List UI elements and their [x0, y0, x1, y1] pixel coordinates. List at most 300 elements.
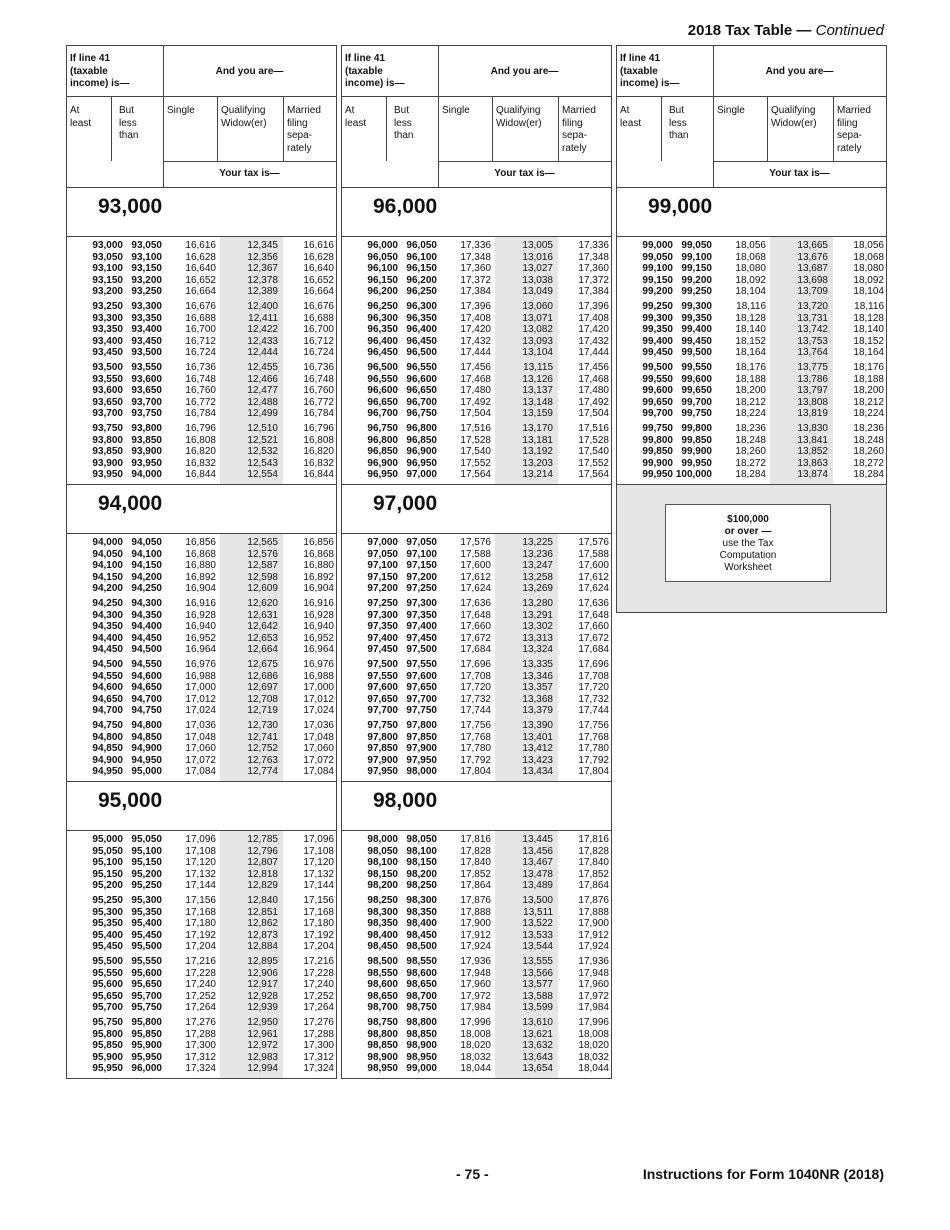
- qualifying-widow-tax-value: 13,159: [522, 408, 553, 419]
- at-least-value: 96,900: [367, 457, 398, 469]
- single-tax-value: 17,912: [460, 929, 491, 941]
- but-less-than-value: 99,650: [681, 385, 712, 396]
- but-less-than-value: 94,000: [131, 469, 162, 480]
- married-separately-tax-value: 17,780: [578, 743, 609, 754]
- table-row: [67, 610, 336, 622]
- thousand-heading: [617, 188, 886, 237]
- table-row: [67, 408, 336, 420]
- single-tax-value: 17,720: [460, 682, 491, 693]
- at-least-value: 93,550: [92, 373, 123, 385]
- qualifying-widow-tax-value: 12,576: [247, 548, 278, 560]
- married-separately-tax-value: 16,808: [303, 434, 334, 446]
- single-tax-value: 17,324: [185, 1063, 216, 1074]
- married-separately-tax-value: 17,468: [578, 373, 609, 385]
- married-separately-tax-value: 16,652: [303, 274, 334, 286]
- table-row: [342, 240, 611, 252]
- table-row: [67, 755, 336, 767]
- qualifying-widow-tax-value: 12,895: [247, 956, 278, 967]
- married-separately-tax-value: 16,784: [303, 408, 334, 419]
- tax-table-column-3: [616, 45, 887, 613]
- but-less-than-value: 99,400: [681, 324, 712, 335]
- at-least-value: 99,450: [642, 347, 673, 358]
- but-less-than-value: 99,750: [681, 408, 712, 419]
- qualifying-widow-tax-value: 12,543: [247, 457, 278, 469]
- married-separately-tax-value: 17,936: [578, 956, 609, 967]
- qualifying-widow-tax-value: 13,335: [522, 659, 553, 670]
- table-row: [67, 313, 336, 325]
- table-row: [67, 979, 336, 991]
- table-row: [342, 659, 611, 671]
- at-least-value: 99,500: [642, 362, 673, 373]
- qualifying-widow-tax-value: 13,379: [522, 705, 553, 716]
- qualifying-widow-tax-value: 13,038: [522, 274, 553, 286]
- single-tax-value: 16,760: [185, 385, 216, 396]
- at-least-value: 95,450: [92, 941, 123, 952]
- qualifying-widow-tax-value: 13,148: [522, 396, 553, 408]
- table-row: [617, 435, 886, 447]
- table-row: [67, 1040, 336, 1052]
- married-separately-tax-value: 18,284: [853, 469, 884, 480]
- table-row: [342, 956, 611, 968]
- row-group: [67, 237, 336, 301]
- single-tax-value: 16,952: [185, 632, 216, 644]
- but-less-than-value: 95,000: [131, 766, 162, 777]
- qualifying-widow-tax-value: 12,356: [247, 251, 278, 263]
- but-less-than-value: 99,100: [681, 251, 712, 263]
- at-least-value: 96,750: [367, 423, 398, 434]
- at-least-value: 98,200: [367, 880, 398, 891]
- married-separately-tax-value: 17,036: [303, 720, 334, 731]
- qualifying-widow-tax-value: 12,818: [247, 868, 278, 880]
- but-less-than-value: 96,500: [406, 347, 437, 358]
- row-group: [67, 831, 336, 895]
- qualifying-widow-tax-value: 12,466: [247, 373, 278, 385]
- qualifying-widow-tax-value: 13,005: [522, 240, 553, 251]
- qualifying-widow-tax-value: 13,093: [522, 335, 553, 347]
- single-tax-value: 17,084: [185, 766, 216, 777]
- single-tax-value: 18,212: [735, 396, 766, 408]
- married-separately-tax-value: 17,300: [303, 1040, 334, 1051]
- table-row: [342, 705, 611, 717]
- but-less-than-value: 96,600: [406, 373, 437, 385]
- married-separately-tax-value: 17,840: [578, 857, 609, 868]
- but-less-than-value: 99,800: [681, 423, 712, 434]
- but-less-than-value: 94,900: [131, 743, 162, 754]
- but-less-than-value: 99,700: [681, 396, 712, 408]
- married-separately-tax-value: 17,444: [578, 347, 609, 358]
- table-row: [67, 766, 336, 778]
- column-header: [617, 46, 886, 188]
- thousand-heading-label: 95,000: [98, 789, 163, 812]
- married-separately-tax-value: 18,248: [853, 434, 884, 446]
- table-row: [342, 644, 611, 656]
- married-separately-tax-value: 17,552: [578, 457, 609, 469]
- single-tax-value: 16,844: [185, 469, 216, 480]
- table-row: [67, 286, 336, 298]
- qualifying-widow-tax-value: 12,840: [247, 895, 278, 906]
- qualifying-widow-tax-value: 12,719: [247, 705, 278, 716]
- at-least-value: 98,400: [367, 929, 398, 941]
- at-least-value: 96,250: [367, 301, 398, 312]
- at-least-label: At least: [345, 105, 367, 129]
- at-least-value: 98,000: [367, 834, 398, 845]
- at-least-value: 96,200: [367, 286, 398, 297]
- at-least-value: 93,600: [92, 385, 123, 396]
- married-separately-tax-value: 17,048: [303, 731, 334, 743]
- qualifying-widow-tax-value: 12,521: [247, 434, 278, 446]
- table-row: [67, 694, 336, 706]
- table-row: [342, 252, 611, 264]
- but-less-than-value: 93,100: [131, 251, 162, 263]
- at-least-value: 99,050: [642, 251, 673, 263]
- at-least-value: 94,100: [92, 560, 123, 571]
- married-separately-tax-value: 17,924: [578, 941, 609, 952]
- single-tax-value: 17,540: [460, 446, 491, 457]
- but-less-than-value: 98,350: [406, 906, 437, 918]
- single-tax-value: 17,756: [460, 720, 491, 731]
- married-filing-separately-label: Married filing sepa- rately: [562, 105, 596, 154]
- married-separately-tax-value: 17,852: [578, 868, 609, 880]
- thousand-heading: [67, 781, 336, 831]
- single-tax-value: 17,480: [460, 385, 491, 396]
- qualifying-widow-tax-value: 12,532: [247, 446, 278, 457]
- row-group: [342, 720, 611, 781]
- but-less-than-value: 100,000: [675, 469, 712, 480]
- qualifying-widow-tax-value: 13,192: [522, 446, 553, 457]
- table-row: [67, 743, 336, 755]
- qualifying-widow-tax-value: 12,587: [247, 560, 278, 571]
- at-least-value: 96,450: [367, 347, 398, 358]
- qualifying-widow-tax-value: 13,665: [797, 240, 828, 251]
- table-row: [67, 1052, 336, 1064]
- at-least-value: 93,500: [92, 362, 123, 373]
- single-tax-value: 17,180: [185, 918, 216, 929]
- married-separately-tax-value: 16,748: [303, 373, 334, 385]
- at-least-value: 96,300: [367, 312, 398, 324]
- qualifying-widow-tax-value: 12,939: [247, 1002, 278, 1013]
- at-least-value: 93,850: [92, 446, 123, 457]
- single-tax-value: 18,200: [735, 385, 766, 396]
- but-less-than-value: 98,000: [406, 766, 437, 777]
- qualifying-widow-tax-value: 13,544: [522, 941, 553, 952]
- married-separately-tax-value: 16,796: [303, 423, 334, 434]
- married-separately-tax-value: 16,916: [303, 598, 334, 609]
- but-less-than-value: 98,800: [406, 1017, 437, 1028]
- row-group: [342, 362, 611, 423]
- your-tax-is-label: Your tax is—: [494, 168, 555, 179]
- column-header: [342, 46, 611, 188]
- but-less-than-value: 94,050: [131, 537, 162, 548]
- but-less-than-value: 95,800: [131, 1017, 162, 1028]
- at-least-value: 94,600: [92, 682, 123, 693]
- table-row: [342, 743, 611, 755]
- married-separately-tax-value: 17,600: [578, 560, 609, 571]
- but-less-than-value: 97,450: [406, 632, 437, 644]
- qualifying-widow-tax-value: 12,653: [247, 632, 278, 644]
- qualifying-widow-tax-value: 12,411: [248, 312, 278, 324]
- page-title-continued: Continued: [815, 22, 884, 39]
- row-group: [617, 362, 886, 423]
- qualifying-widow-tax-value: 13,280: [522, 598, 553, 609]
- married-separately-tax-value: 16,940: [303, 621, 334, 632]
- single-tax-value: 16,964: [185, 644, 216, 655]
- single-tax-value: 17,408: [460, 312, 491, 324]
- married-separately-tax-value: 17,408: [578, 312, 609, 324]
- at-least-value: 95,700: [92, 1002, 123, 1013]
- single-tax-value: 16,736: [185, 362, 216, 373]
- single-tax-value: 18,260: [735, 446, 766, 457]
- single-tax-value: 17,012: [185, 693, 216, 705]
- at-least-value: 94,900: [92, 754, 123, 766]
- single-tax-value: 17,264: [185, 1002, 216, 1013]
- married-separately-tax-value: 18,044: [578, 1063, 609, 1074]
- but-less-than-value: 97,500: [406, 644, 437, 655]
- married-separately-tax-value: 17,684: [578, 644, 609, 655]
- at-least-value: 97,400: [367, 632, 398, 644]
- table-row: [342, 458, 611, 470]
- at-least-value: 93,900: [92, 457, 123, 469]
- at-least-value: 97,200: [367, 583, 398, 594]
- single-tax-value: 18,224: [735, 408, 766, 419]
- single-label: Single: [167, 105, 195, 116]
- married-separately-tax-value: 16,904: [303, 583, 334, 594]
- married-separately-tax-value: 17,816: [578, 834, 609, 845]
- but-less-than-label: But less than: [669, 105, 689, 141]
- but-less-than-value: 97,300: [406, 598, 437, 609]
- single-tax-value: 17,624: [460, 583, 491, 594]
- single-tax-value: 17,312: [185, 1051, 216, 1063]
- at-least-value: 94,150: [92, 571, 123, 583]
- married-separately-tax-value: 17,612: [578, 571, 609, 583]
- at-least-value: 96,400: [367, 335, 398, 347]
- but-less-than-value: 95,650: [131, 979, 162, 990]
- qualifying-widow-tax-value: 12,499: [247, 408, 278, 419]
- married-separately-tax-value: 16,880: [303, 560, 334, 571]
- qualifying-widow-tax-value: 13,687: [797, 263, 828, 274]
- qualifying-widow-tax-value: 13,302: [522, 621, 553, 632]
- but-less-than-value: 96,750: [406, 408, 437, 419]
- qualifying-widow-tax-value: 12,642: [247, 621, 278, 632]
- table-row: [67, 857, 336, 869]
- married-separately-tax-value: 17,132: [303, 868, 334, 880]
- but-less-than-value: 98,700: [406, 990, 437, 1002]
- but-less-than-value: 95,300: [131, 895, 162, 906]
- married-separately-tax-value: 17,768: [578, 731, 609, 743]
- table-row: [342, 324, 611, 336]
- row-group: [342, 1017, 611, 1078]
- table-row: [617, 286, 886, 298]
- table-row: [342, 469, 611, 481]
- qualifying-widow-tax-value: 13,137: [522, 385, 553, 396]
- but-less-than-value: 97,400: [406, 621, 437, 632]
- single-tax-value: 18,284: [735, 469, 766, 480]
- page-number: - 75 -: [456, 1166, 489, 1182]
- qualifying-widow-tax-value: 12,554: [247, 469, 278, 480]
- row-group: [67, 1017, 336, 1078]
- qualifying-widow-tax-value: 12,730: [247, 720, 278, 731]
- married-separately-tax-value: 17,720: [578, 682, 609, 693]
- married-separately-tax-value: 17,420: [578, 324, 609, 335]
- married-separately-tax-value: 17,252: [303, 990, 334, 1002]
- table-row: [67, 385, 336, 397]
- table-row: [342, 846, 611, 858]
- married-separately-tax-value: 17,264: [303, 1002, 334, 1013]
- qualifying-widow-tax-value: 12,983: [247, 1051, 278, 1063]
- qualifying-widow-tax-value: 13,269: [522, 583, 553, 594]
- qualifying-widow-tax-value: 13,456: [522, 845, 553, 857]
- table-row: [342, 918, 611, 930]
- at-least-value: 93,100: [92, 263, 123, 274]
- single-tax-value: 17,708: [460, 670, 491, 682]
- table-row: [342, 682, 611, 694]
- at-least-value: 95,750: [92, 1017, 123, 1028]
- married-separately-tax-value: 16,724: [303, 347, 334, 358]
- over-100000-note: $100,000 or over — use the Tax Computation Worksheet: [665, 504, 831, 582]
- married-separately-tax-value: 17,084: [303, 766, 334, 777]
- row-group: [67, 720, 336, 781]
- at-least-value: 97,550: [367, 670, 398, 682]
- but-less-than-value: 95,850: [131, 1028, 162, 1040]
- table-row: [342, 895, 611, 907]
- table-row: [342, 1002, 611, 1014]
- qualifying-widow-tax-value: 13,236: [522, 548, 553, 560]
- qualifying-widow-tax-value: 13,401: [522, 731, 553, 743]
- single-tax-value: 18,152: [735, 335, 766, 347]
- but-less-than-value: 99,050: [681, 240, 712, 251]
- married-separately-tax-value: 17,696: [578, 659, 609, 670]
- but-less-than-value: 93,850: [131, 434, 162, 446]
- thousand-heading: [342, 188, 611, 237]
- married-separately-tax-value: 17,528: [578, 434, 609, 446]
- at-least-value: 96,600: [367, 385, 398, 396]
- but-less-than-value: 93,500: [131, 347, 162, 358]
- table-row: [342, 583, 611, 595]
- table-row: [67, 846, 336, 858]
- table-row: [67, 895, 336, 907]
- table-row: [342, 263, 611, 275]
- but-less-than-value: 96,700: [406, 396, 437, 408]
- married-separately-tax-value: 16,856: [303, 537, 334, 548]
- at-least-value: 93,000: [92, 240, 123, 251]
- at-least-value: 94,000: [92, 537, 123, 548]
- single-tax-value: 16,784: [185, 408, 216, 419]
- but-less-than-value: 99,600: [681, 373, 712, 385]
- qualifying-widow-tax-value: 12,829: [247, 880, 278, 891]
- single-tax-value: 17,108: [185, 845, 216, 857]
- table-row: [67, 880, 336, 892]
- and-you-are-label: And you are—: [490, 66, 559, 77]
- table-row: [617, 408, 886, 420]
- at-least-value: 99,650: [642, 396, 673, 408]
- row-group: [67, 534, 336, 598]
- at-least-value: 97,300: [367, 609, 398, 621]
- qualifying-widow-tax-value: 13,434: [522, 766, 553, 777]
- but-less-than-value: 99,000: [406, 1063, 437, 1074]
- at-least-value: 98,250: [367, 895, 398, 906]
- row-group: [67, 956, 336, 1017]
- but-less-than-value: 96,850: [406, 434, 437, 446]
- married-separately-tax-value: 16,640: [303, 263, 334, 274]
- table-row: [67, 240, 336, 252]
- but-less-than-value: 98,400: [406, 918, 437, 929]
- married-separately-tax-value: 17,516: [578, 423, 609, 434]
- qualifying-widow-tax-value: 13,423: [522, 754, 553, 766]
- table-row: [342, 720, 611, 732]
- married-separately-tax-value: 17,624: [578, 583, 609, 594]
- table-row: [67, 397, 336, 409]
- but-less-than-value: 96,250: [406, 286, 437, 297]
- but-less-than-value: 94,200: [131, 571, 162, 583]
- table-row: [67, 956, 336, 968]
- married-separately-tax-value: 16,928: [303, 609, 334, 621]
- qualifying-widow-tax-value: 13,214: [522, 469, 553, 480]
- qualifying-widow-tax-value: 13,830: [797, 423, 828, 434]
- table-row: [67, 583, 336, 595]
- but-less-than-value: 95,250: [131, 880, 162, 891]
- at-least-value: 95,400: [92, 929, 123, 941]
- qualifying-widow-tax-value: 13,170: [522, 423, 553, 434]
- at-least-value: 93,800: [92, 434, 123, 446]
- but-less-than-value: 93,350: [131, 312, 162, 324]
- thousand-heading-label: 94,000: [98, 492, 163, 515]
- married-separately-tax-value: 17,636: [578, 598, 609, 609]
- married-separately-tax-value: 16,964: [303, 644, 334, 655]
- at-least-value: 94,850: [92, 743, 123, 754]
- table-row: [67, 930, 336, 942]
- row-group: [342, 423, 611, 484]
- and-you-are-label: And you are—: [765, 66, 834, 77]
- table-row: [617, 385, 886, 397]
- married-separately-tax-value: 17,984: [578, 1002, 609, 1013]
- at-least-value: 97,250: [367, 598, 398, 609]
- qualifying-widow-tax-value: 12,851: [247, 906, 278, 918]
- table-row: [67, 1002, 336, 1014]
- single-tax-value: 17,096: [185, 834, 216, 845]
- married-separately-tax-value: 17,648: [578, 609, 609, 621]
- table-row: [342, 286, 611, 298]
- qualifying-widow-tax-value: 12,400: [247, 301, 278, 312]
- married-separately-tax-value: 18,020: [578, 1040, 609, 1051]
- table-row: [342, 313, 611, 325]
- thousand-heading-label: 93,000: [98, 195, 163, 218]
- qualifying-widow-tax-value: 12,796: [247, 845, 278, 857]
- at-least-value: 97,100: [367, 560, 398, 571]
- table-row: [342, 572, 611, 584]
- qualifying-widow-tax-value: 13,808: [797, 396, 828, 408]
- qualifying-widow-tax-value: 12,444: [247, 347, 278, 358]
- but-less-than-value: 98,100: [406, 845, 437, 857]
- married-separately-tax-value: 17,240: [303, 979, 334, 990]
- qualifying-widow-tax-value: 12,708: [247, 693, 278, 705]
- but-less-than-value: 97,900: [406, 743, 437, 754]
- single-tax-value: 18,128: [735, 312, 766, 324]
- single-tax-value: 17,456: [460, 362, 491, 373]
- married-separately-tax-value: 17,792: [578, 754, 609, 766]
- but-less-than-value: 95,150: [131, 857, 162, 868]
- single-tax-value: 16,796: [185, 423, 216, 434]
- married-separately-tax-value: 18,092: [853, 274, 884, 286]
- table-row: [67, 301, 336, 313]
- qualifying-widow-tax-value: 13,731: [797, 312, 828, 324]
- at-least-value: 98,150: [367, 868, 398, 880]
- row-group: [342, 534, 611, 598]
- qualifying-widow-tax-value: 13,324: [522, 644, 553, 655]
- table-row: [342, 880, 611, 892]
- but-less-than-value: 97,550: [406, 659, 437, 670]
- qualifying-widow-tax-value: 12,741: [247, 731, 278, 743]
- table-row: [617, 313, 886, 325]
- table-row: [67, 941, 336, 953]
